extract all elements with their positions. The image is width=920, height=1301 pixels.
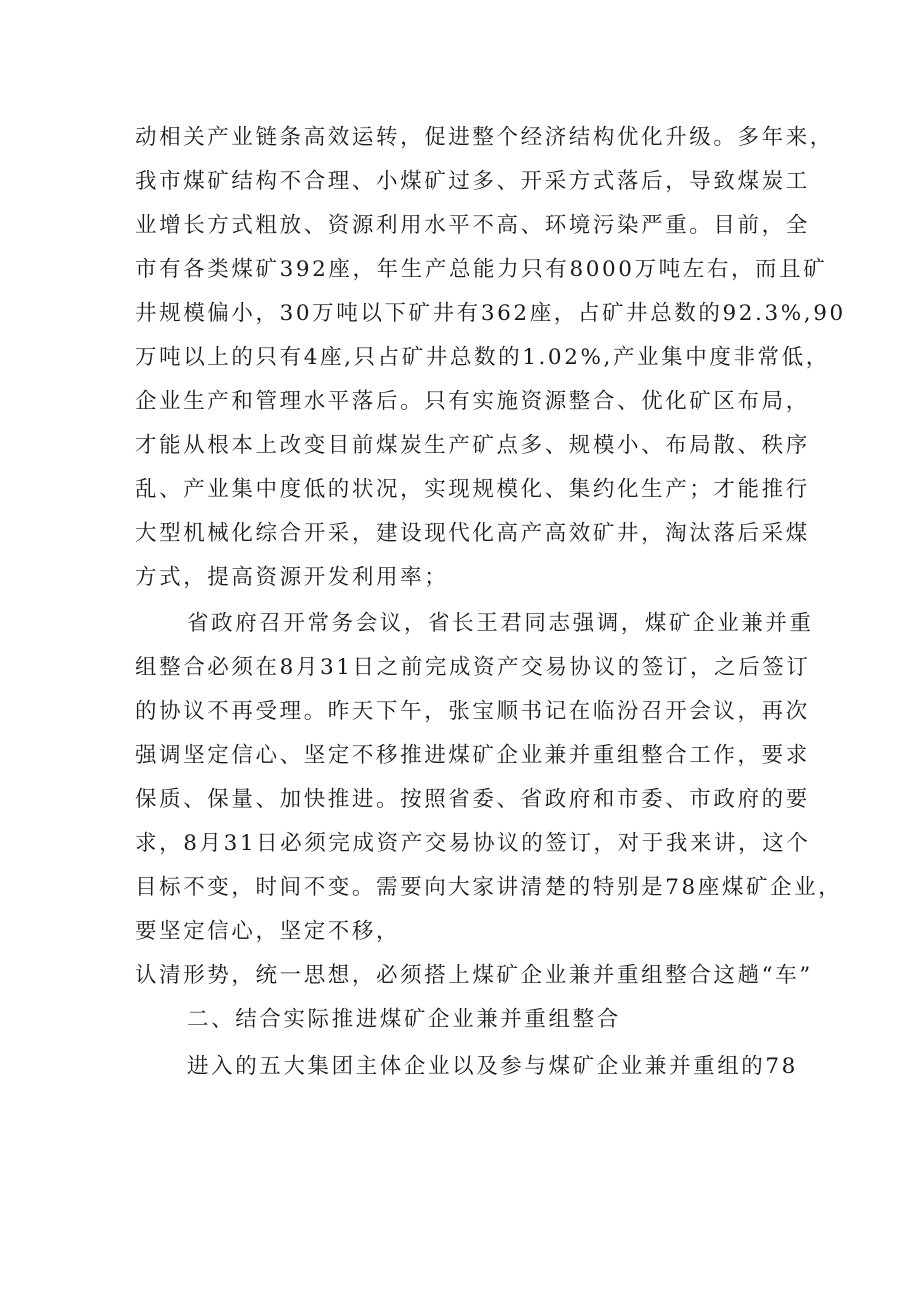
paragraph-2-line-8: 要坚定信心，坚定不移， [135,919,401,944]
paragraph-3-line-1: 认清形势，统一思想，必须搭上煤矿企业兼并重组整合这趟“车” [135,963,813,988]
section-heading: 二、结合实际推进煤矿企业兼并重组整合 [187,1007,621,1032]
paragraph-4-line-1: 进入的五大集团主体企业以及参与煤矿企业兼并重组的78 [187,1054,798,1079]
paragraph-1-line-8: 才能从根本上改变目前煤炭生产矿点多、规模小、布局散、秩序 [135,433,810,458]
paragraph-1-line-11: 方式，提高资源开发利用率； [135,565,449,590]
paragraph-2-line-3: 的协议不再受理。昨天下午，张宝顺书记在临汾召开会议，再次 [135,699,810,724]
paragraph-2-line-7: 目标不变，时间不变。需要向大家讲清楚的特别是78座煤矿企业， [135,875,843,900]
paragraph-1-line-4: 市有各类煤矿392座，年生产总能力只有8000万吨左右，而且矿 [135,257,828,282]
paragraph-1-line-6: 万吨以上的只有4座,只占矿井总数的1.02%,产业集中度非常低， [135,345,830,370]
paragraph-1-line-9: 乱、产业集中度低的状况，实现规模化、集约化生产；才能推行 [135,477,810,502]
paragraph-1-line-10: 大型机械化综合开采，建设现代化高产高效矿井，淘汰落后采煤 [135,521,810,546]
paragraph-2-line-1: 省政府召开常务会议，省长王君同志强调，煤矿企业兼并重 [187,611,814,636]
paragraph-2-line-2: 组整合必须在8月31日之前完成资产交易协议的签订，之后签订 [135,655,811,680]
paragraph-2-line-6: 求，8月31日必须完成资产交易协议的签订，对于我来讲，这个 [135,831,811,856]
paragraph-1-line-1: 动相关产业链条高效运转，促进整个经济结构优化升级。多年来， [135,125,834,150]
paragraph-1-line-5: 井规模偏小，30万吨以下矿井有362座，占矿井总数的92.3%,90 [135,301,846,326]
paragraph-1-line-7: 企业生产和管理水平落后。只有实施资源整合、优化矿区布局， [135,389,810,414]
paragraph-2-line-4: 强调坚定信心、坚定不移推进煤矿企业兼并重组整合工作，要求 [135,743,810,768]
paragraph-1-line-2: 我市煤矿结构不合理、小煤矿过多、开采方式落后，导致煤炭工 [135,169,810,194]
paragraph-2-line-5: 保质、保量、加快推进。按照省委、省政府和市委、市政府的要 [135,787,810,812]
paragraph-1-line-3: 业增长方式粗放、资源利用水平不高、环境污染严重。目前，全 [135,213,810,238]
